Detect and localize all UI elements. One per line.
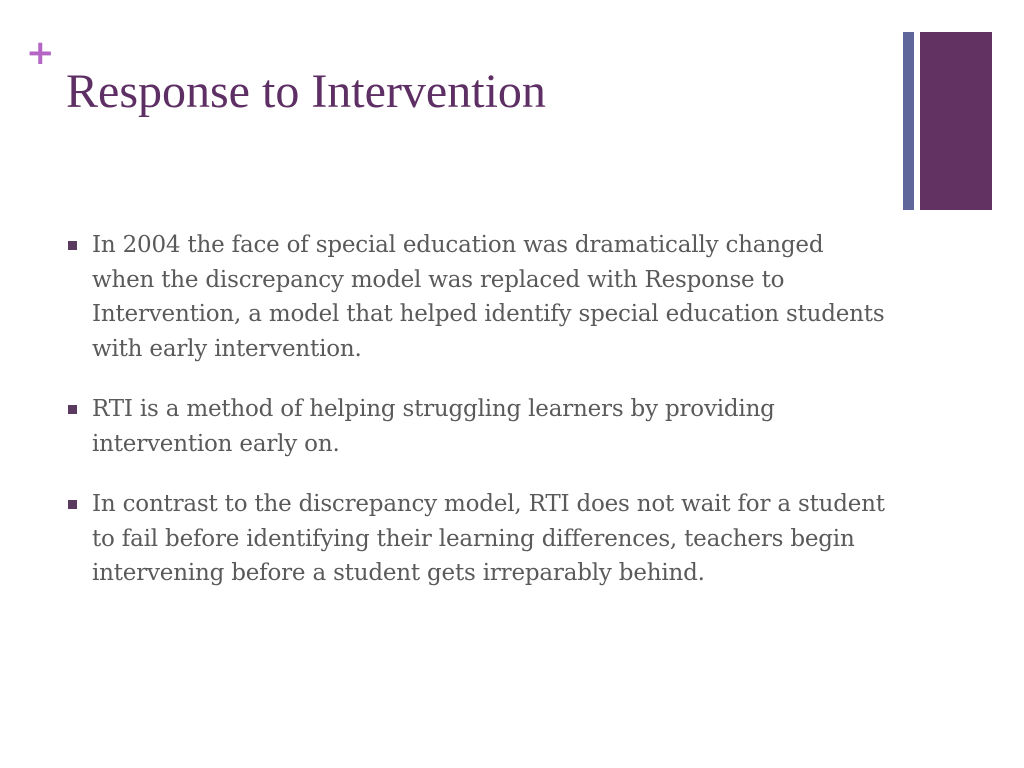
bullet-list <box>66 228 886 617</box>
bullet-text: In 2004 the face of special education was dramatically changed when the discrepancy model was replaced with Response to Intervention, a model that helped identify special education students with early intervention. <box>92 232 885 362</box>
plus-icon: + <box>26 33 55 73</box>
square-bullet-icon <box>68 500 77 509</box>
slide-title: Response to Intervention <box>66 65 546 118</box>
square-bullet-icon <box>68 241 77 250</box>
bullet-item <box>66 392 886 461</box>
bullet-text: In contrast to the discrepancy model, RTI does not wait for a student to fail before identifying their learning differences, teachers begin intervening before a student gets irreparably behind. <box>92 491 885 586</box>
decorative-bar-thick <box>920 32 992 210</box>
decorative-bar-thin <box>903 32 914 210</box>
bullet-item <box>66 487 886 591</box>
bullet-text: RTI is a method of helping struggling learners by providing intervention early on. <box>92 396 775 457</box>
square-bullet-icon <box>68 405 77 414</box>
bullet-item <box>66 228 886 366</box>
